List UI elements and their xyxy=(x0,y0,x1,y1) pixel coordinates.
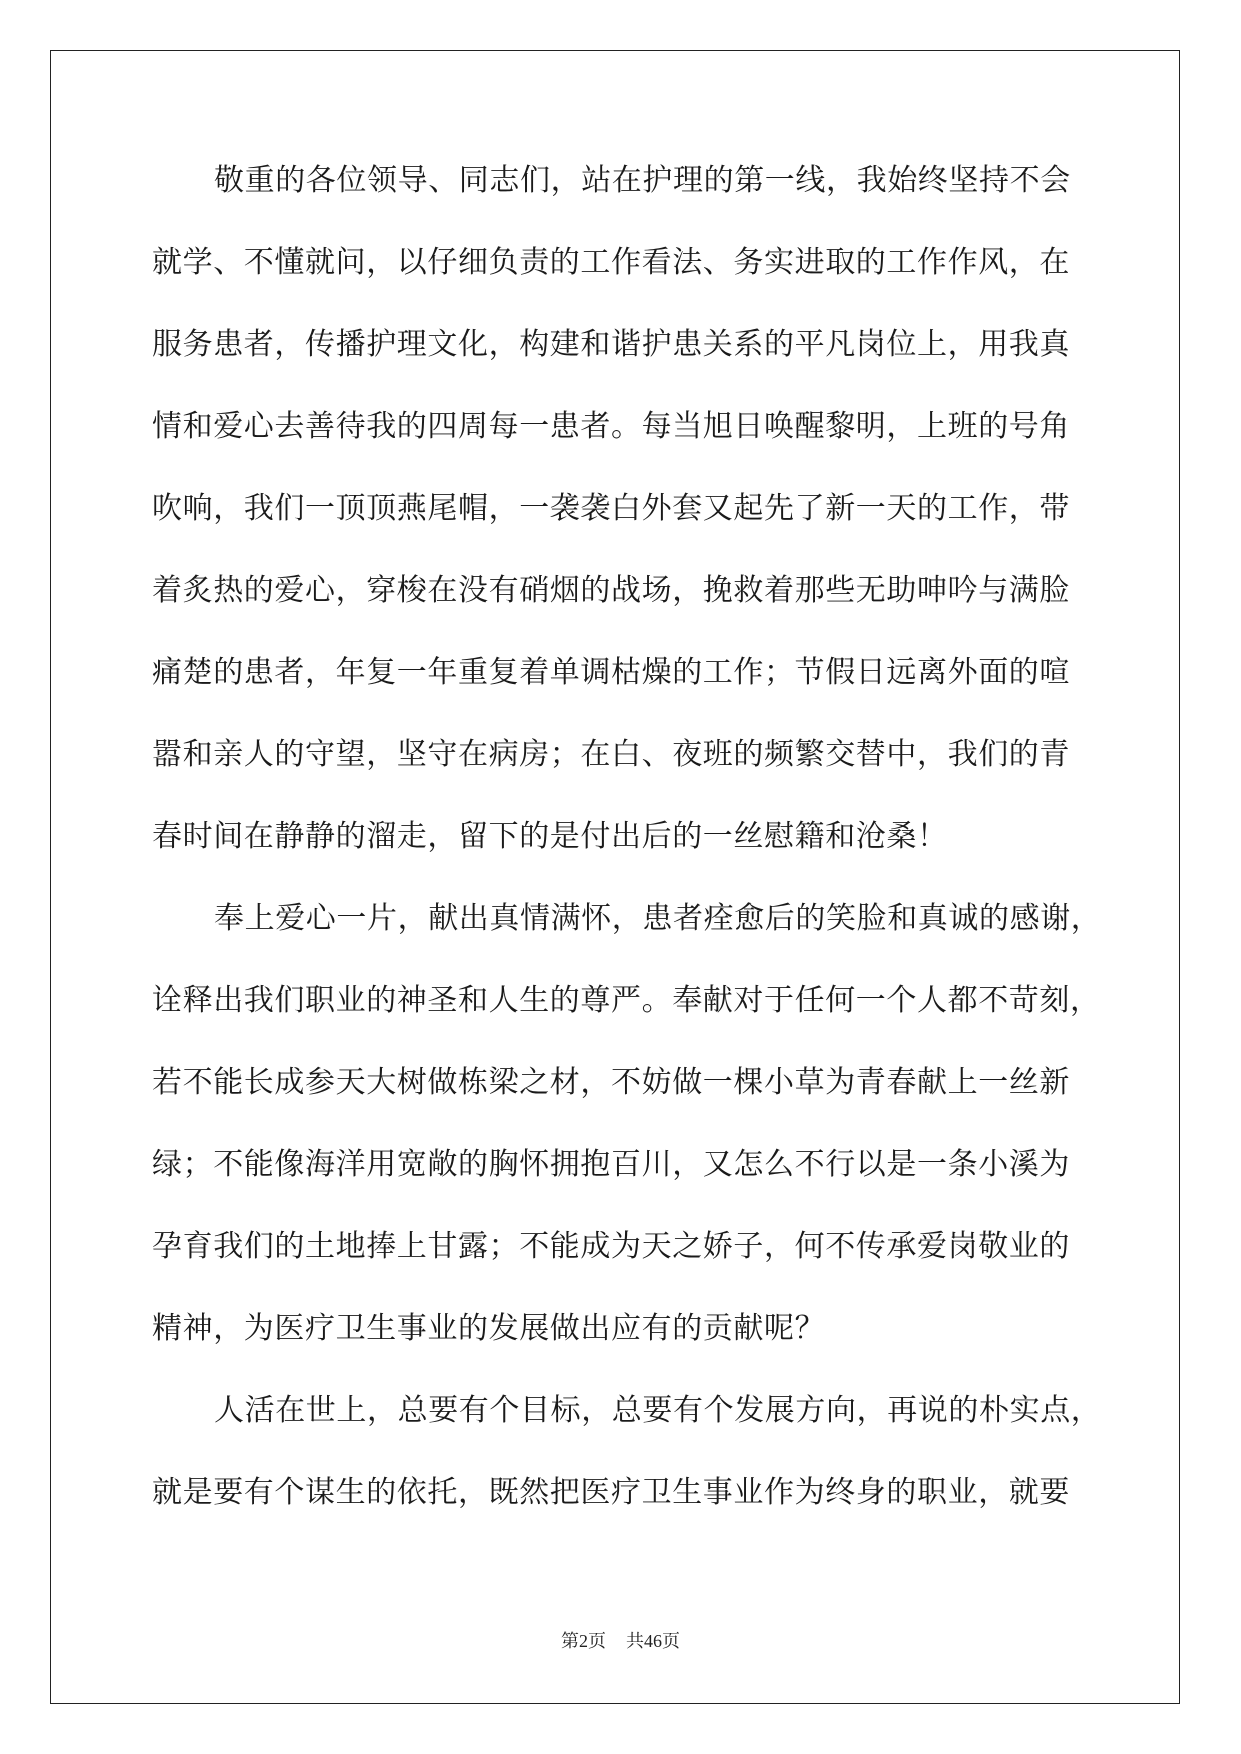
paragraph-line: 敬重的各位领导、同志们，站在护理的第一线，我始终坚持不会 xyxy=(214,163,1071,198)
page-number: 第2页 xyxy=(561,1631,606,1651)
paragraph-line: 痛楚的患者，年复一年重复着单调枯燥的工作；节假日远离外面的喧 xyxy=(152,655,1070,690)
paragraph-line: 春时间在静静的溜走，留下的是付出后的一丝慰籍和沧桑！ xyxy=(152,819,948,854)
paragraph-line: 就学、不懂就问，以仔细负责的工作看法、务实进取的工作作风，在 xyxy=(152,245,1070,280)
paragraph-line: 嚣和亲人的守望，坚守在病房；在白、夜班的频繁交替中，我们的青 xyxy=(152,737,1070,772)
paragraph-line: 若不能长成参天大树做栋梁之材，不妨做一棵小草为青春献上一丝新 xyxy=(152,1065,1070,1100)
paragraph-line: 奉上爱心一片，献出真情满怀，患者痊愈后的笑脸和真诚的感谢， xyxy=(214,901,1102,936)
page-footer xyxy=(0,1627,1241,1653)
paragraph-line: 绿；不能像海洋用宽敞的胸怀拥抱百川，又怎么不行以是一条小溪为 xyxy=(152,1147,1070,1182)
paragraph-line: 就是要有个谋生的依托，既然把医疗卫生事业作为终身的职业，就要 xyxy=(152,1475,1070,1510)
paragraph-line: 着炙热的爱心，穿梭在没有硝烟的战场，挽救着那些无助呻吟与满脸 xyxy=(152,573,1070,608)
paragraph-line: 吹响，我们一顶顶燕尾帽，一袭袭白外套又起先了新一天的工作，带 xyxy=(152,491,1070,526)
page-total: 共46页 xyxy=(626,1631,680,1651)
document-body xyxy=(152,159,1102,1553)
paragraph-line: 情和爱心去善待我的四周每一患者。每当旭日唤醒黎明，上班的号角 xyxy=(152,409,1070,444)
paragraph-line: 服务患者，传播护理文化，构建和谐护患关系的平凡岗位上，用我真 xyxy=(152,327,1070,362)
paragraph-line: 精神，为医疗卫生事业的发展做出应有的贡献呢？ xyxy=(152,1311,826,1346)
paragraph-line: 孕育我们的土地捧上甘露；不能成为天之娇子，何不传承爱岗敬业的 xyxy=(152,1229,1070,1264)
paragraph-line: 诠释出我们职业的神圣和人生的尊严。奉献对于任何一个人都不苛刻， xyxy=(152,983,1101,1018)
paragraph-line: 人活在世上，总要有个目标，总要有个发展方向，再说的朴实点， xyxy=(214,1393,1102,1428)
